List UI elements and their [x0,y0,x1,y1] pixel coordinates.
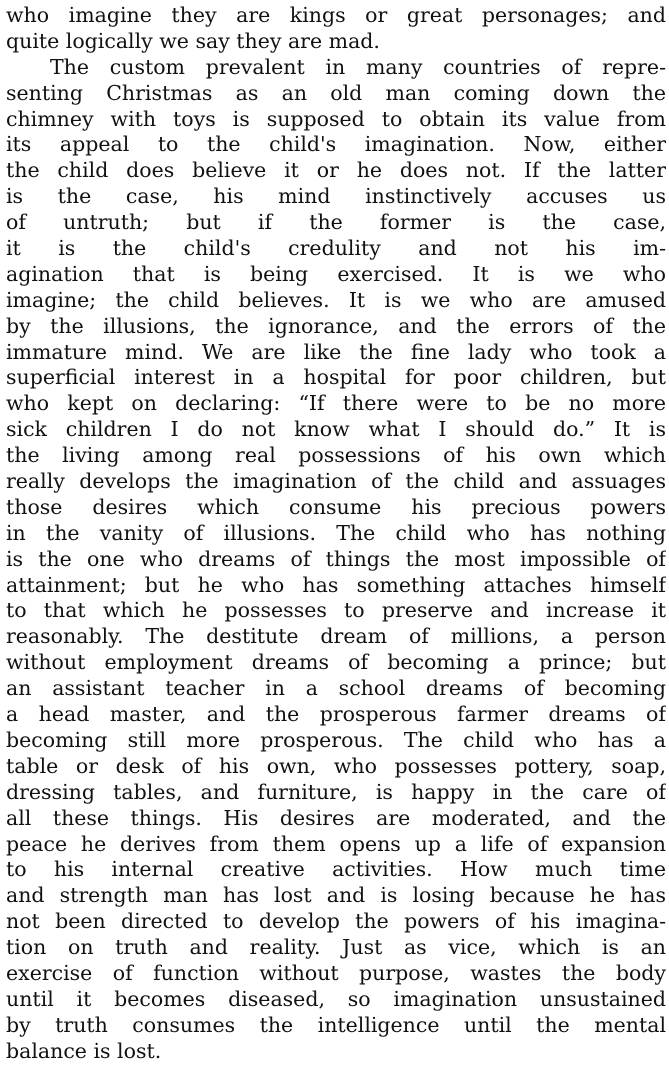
text-line: without employment dreams of becoming a prince; but [6,650,666,675]
text-line: by the illusions, the ignorance, and the errors of the [6,313,666,338]
text-line: by truth consumes the intelligence until the mental [6,1012,666,1037]
text-line: to that which he possesses to preserve and increase it [6,598,666,623]
text-line: in the vanity of illusions. The child who has nothing [6,520,666,545]
text-line: balance is lost. [6,1038,162,1063]
text-line: chimney with toys is supposed to obtain its value from [6,106,666,131]
text-line: the child does believe it or he does not. If the latter [6,158,666,183]
text-line: who imagine they are kings or great personages; and [6,3,666,27]
text-line: to his internal creative activities. How much time [6,857,666,882]
text-line: senting Christmas as an old man coming down the [6,80,666,105]
text-line: is the case, his mind instinctively accuses us [6,184,666,209]
text-line: an assistant teacher in a school dreams of becoming [6,676,666,701]
text-line: it is the child's credulity and not his im- [6,236,666,261]
text-line: its appeal to the child's imagination. Now, either [6,132,666,157]
text-line: becoming still more prosperous. The child who has a [6,727,666,752]
text-line: reasonably. The destitute dream of millions, a person [6,624,666,649]
text-line: the living among real possessions of his own which [6,443,666,468]
text-line: quite logically we say they are mad. [6,28,380,53]
text-line: a head master, and the prosperous farmer dreams of [6,702,666,727]
text-line: exercise of function without purpose, wastes the body [6,960,666,985]
text-line: peace he derives from them opens up a life of expansion [6,831,666,856]
text-line: The custom prevalent in many countries of repre- [50,54,666,79]
text-line: all these things. His desires are moderated, and the [6,805,666,830]
text-line: who kept on declaring: “If there were to be no more [6,391,666,416]
text-line: dressing tables, and furniture, is happy in the care of [6,779,666,804]
text-line: agination that is being exercised. It is we who [6,261,666,286]
text-line: imagine; the child believes. It is we who are amused [6,287,666,312]
text-line: sick children I do not know what I should do.” It is [6,417,666,442]
document-page [6,3,666,1065]
text-line: superficial interest in a hospital for poor children, but [6,365,666,390]
text-line: is the one who dreams of things the most impossible of [6,546,666,571]
text-line: tion on truth and reality. Just as vice, which is an [6,935,666,960]
text-line: immature mind. We are like the fine lady who took a [6,339,666,364]
text-line: table or desk of his own, who possesses pottery, soap, [6,753,666,778]
text-line: of untruth; but if the former is the case, [6,210,666,235]
text-line: really develops the imagination of the child and assuages [6,469,666,494]
text-line: until it becomes diseased, so imagination unsustained [6,986,666,1011]
text-line: not been directed to develop the powers of his imagina- [6,909,666,934]
body-text [6,3,666,1065]
text-line: those desires which consume his precious powers [6,494,666,519]
text-line: and strength man has lost and is losing because he has [6,883,666,908]
text-line: attainment; but he who has something attaches himself [6,572,666,597]
